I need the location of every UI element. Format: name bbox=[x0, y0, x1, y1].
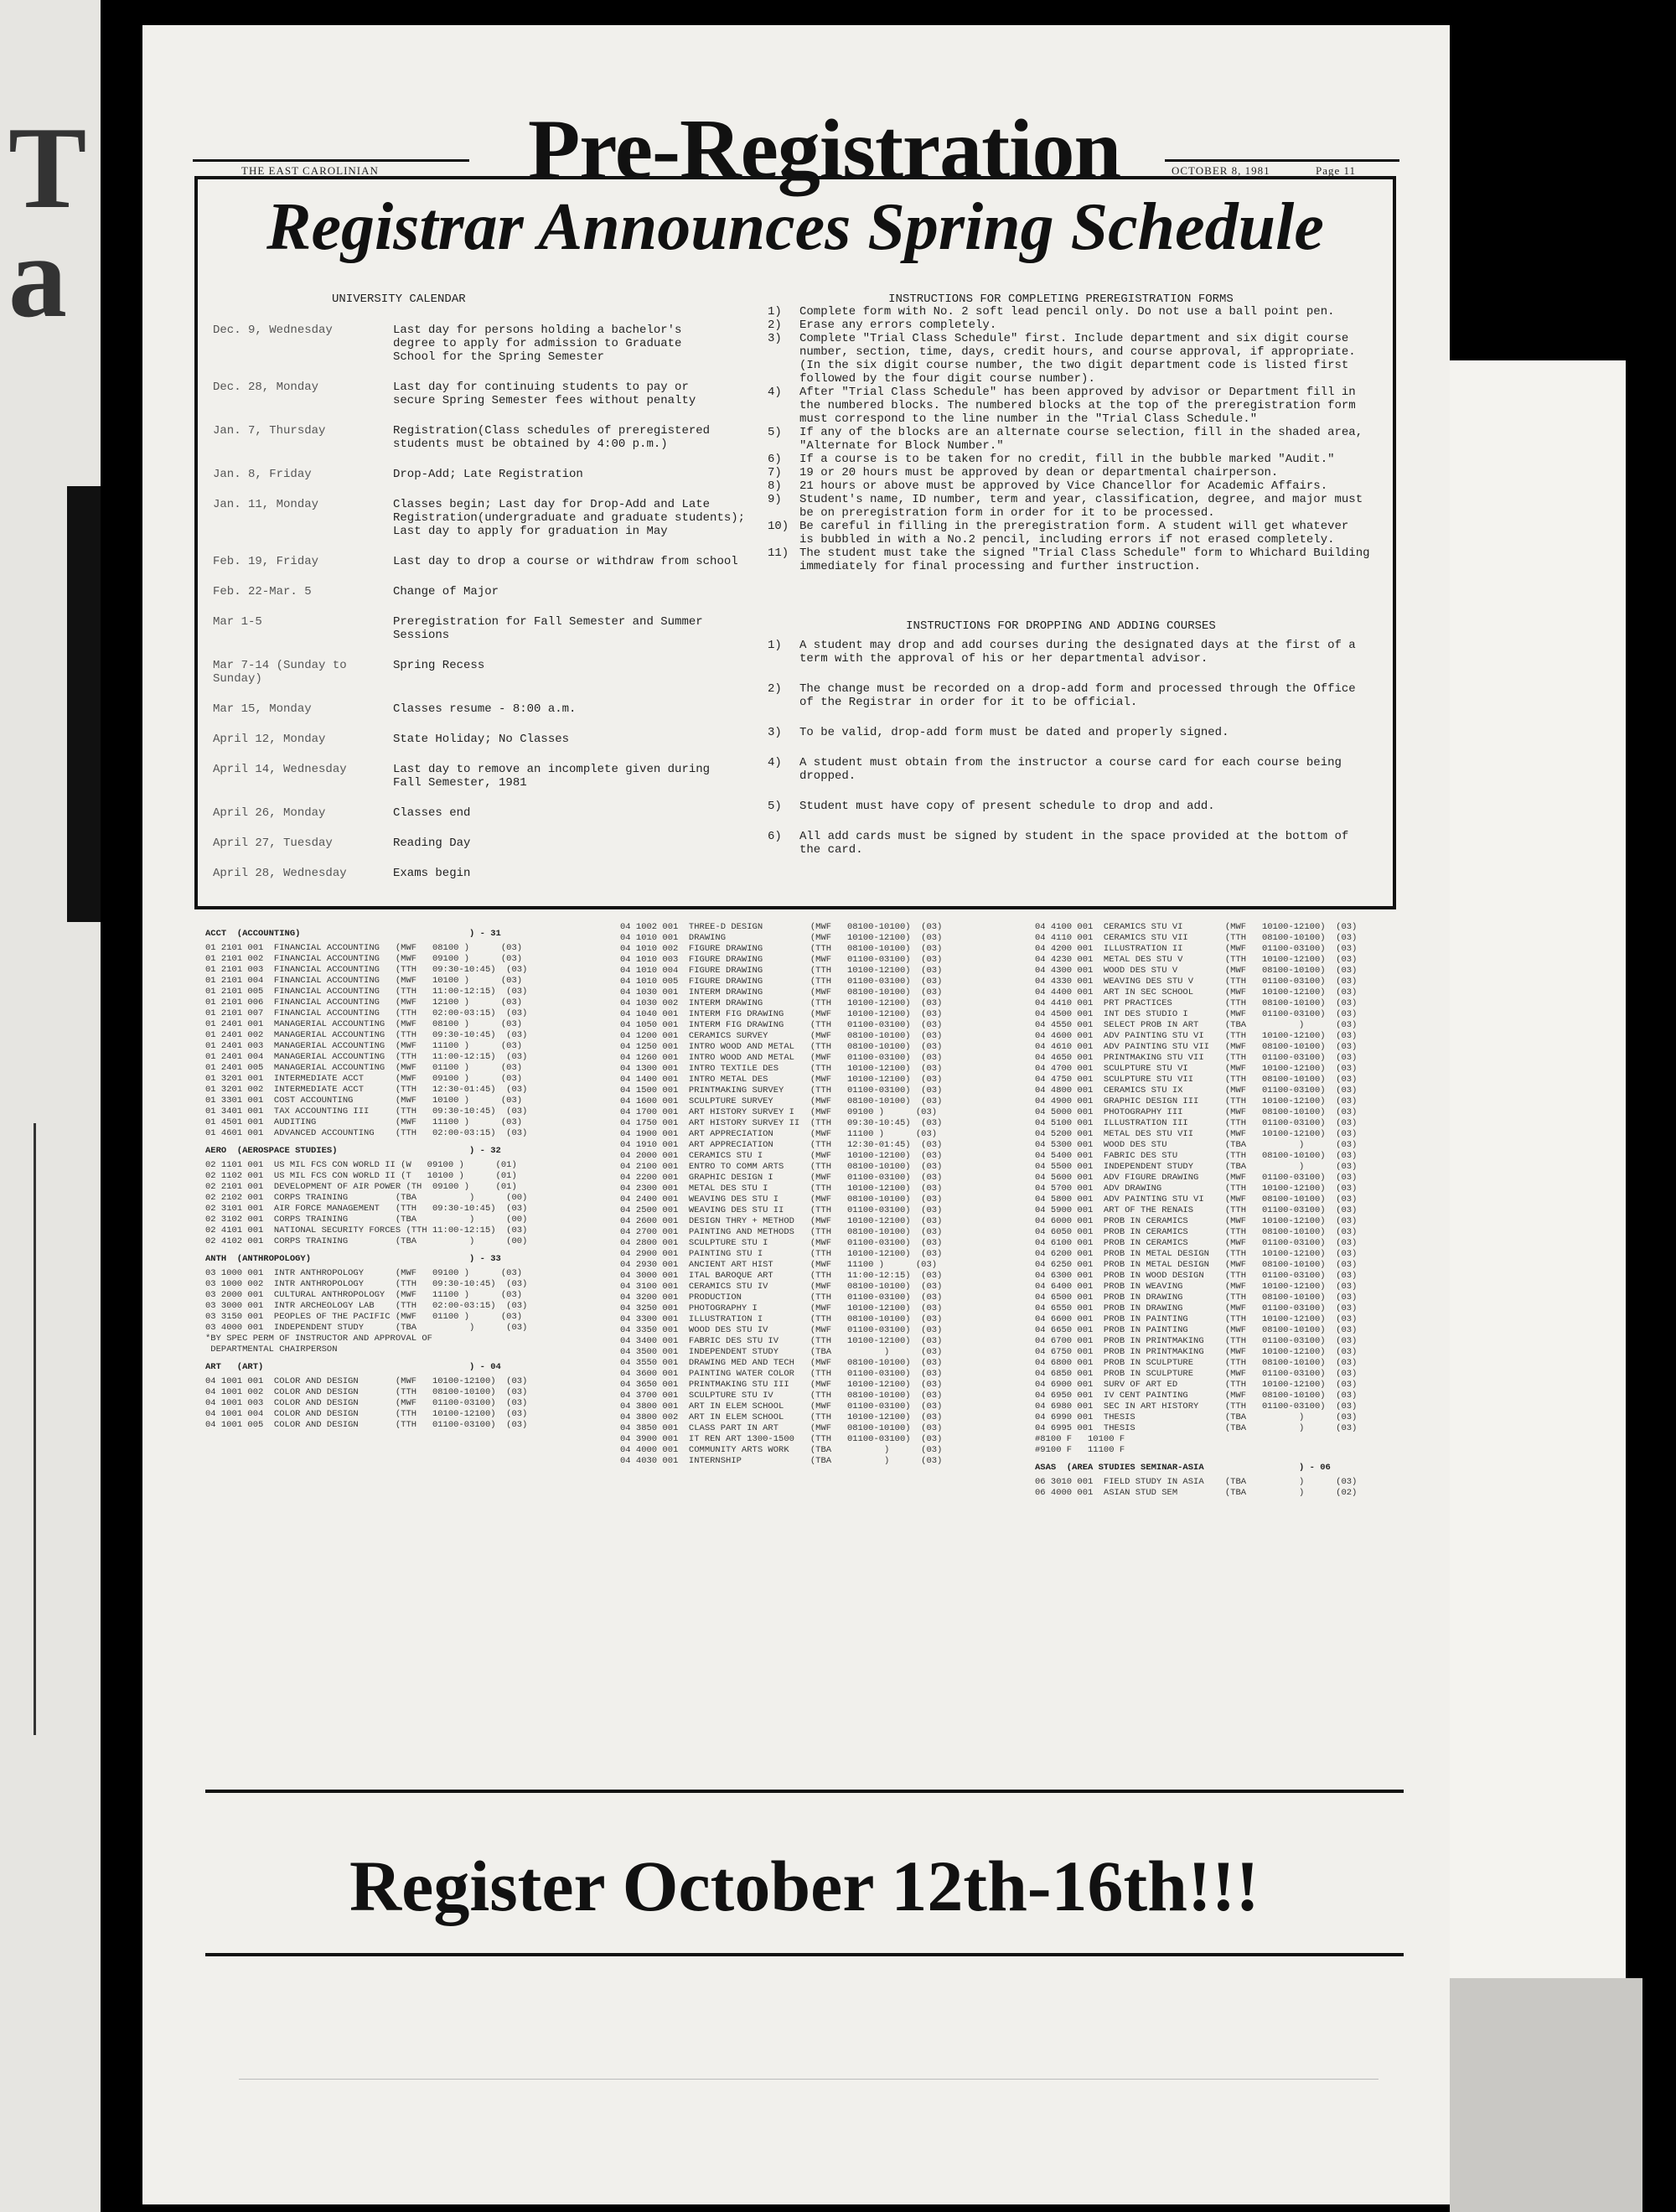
instruction-item bbox=[768, 319, 1388, 332]
calendar-date: April 12, Monday bbox=[213, 733, 326, 746]
right-edge-shadow bbox=[1450, 1978, 1642, 2212]
instruction-number: 10) bbox=[768, 520, 789, 533]
instruction-item bbox=[768, 479, 1388, 493]
instruction-number: 1) bbox=[768, 305, 782, 319]
calendar-row bbox=[213, 659, 791, 686]
calendar-event: Registration(Class schedules of preregistered students must be obtained by 4:00 p.m.) bbox=[393, 424, 711, 451]
instruction-item bbox=[768, 830, 1388, 857]
instruction-text: If a course is to be taken for no credit, fill in the bubble marked "Audit." bbox=[799, 453, 1335, 466]
instruction-item bbox=[768, 726, 1388, 739]
university-calendar bbox=[213, 324, 791, 897]
instruction-text: Student's name, ID number, term and year, classification, degree, and major must be on preregistration form in order for it to be processed. bbox=[799, 493, 1363, 520]
instruction-text: 19 or 20 hours must be approved by dean or departmental chairperson. bbox=[799, 466, 1279, 479]
instruction-item bbox=[768, 466, 1388, 479]
drop-add-heading: INSTRUCTIONS FOR DROPPING AND ADDING COURSES bbox=[906, 619, 1216, 633]
calendar-event: Classes resume - 8:00 a.m. bbox=[393, 702, 577, 716]
calendar-event: Last day to remove an incomplete given during Fall Semester, 1981 bbox=[393, 763, 711, 790]
calendar-event: Reading Day bbox=[393, 837, 471, 850]
calendar-date: April 26, Monday bbox=[213, 806, 326, 820]
calendar-event: Exams begin bbox=[393, 867, 471, 880]
instruction-number: 6) bbox=[768, 453, 782, 466]
instruction-text: The change must be recorded on a drop-add form and processed through the Office of the Registrar in order for it to be official. bbox=[799, 682, 1356, 709]
instruction-item bbox=[768, 682, 1388, 709]
issue-date: OCTOBER 8, 1981 bbox=[1172, 164, 1270, 177]
instruction-text: After "Trial Class Schedule" has been approved by advisor or Department fill in the numbered blocks. The numbered blocks at the top of the preregistration form must correspond to the line number in the "Trial Class Schedule." bbox=[799, 386, 1356, 426]
instruction-item bbox=[768, 305, 1388, 319]
adjacent-page-fragment-right bbox=[1450, 360, 1626, 2045]
calendar-date: April 28, Wednesday bbox=[213, 867, 347, 880]
calendar-event: Change of Major bbox=[393, 585, 499, 598]
calendar-row bbox=[213, 837, 791, 850]
page-number: Page 11 bbox=[1316, 164, 1357, 177]
department-heading: ACCT (ACCOUNTING) ) - 31 bbox=[205, 929, 501, 939]
instruction-number: 4) bbox=[768, 756, 782, 769]
divider-rule-bottom bbox=[205, 1953, 1404, 1956]
calendar-date: Mar 7-14 (Sunday to Sunday) bbox=[213, 659, 347, 686]
instruction-number: 8) bbox=[768, 479, 782, 493]
instruction-number: 5) bbox=[768, 426, 782, 439]
course-lines: 04 4100 001 CERAMICS STU VI (MWF 10100-12100) (03) 04 4110 001 CERAMICS STU VII (TTH 08100-10100) (03) 04 4200 001 ILLUSTRATION II (MWF 01100-03100) (03) 04 4230 001 METAL DES STU V (TTH 10100-12100) (03) 04 4300 001 WOOD DES STU V (MWF 08100-10100) (03) 04 4330 001 WEAVING DES STU V (TTH 01100-03100) (03) 04 4400 001 ART IN SEC SCHOOL (MWF 10100-12100) (03) 04 4410 001 PRT PRACTICES (TTH 08100-10100) (03) 04 4500 001 INT DES STUDIO I (MWF 01100-03100) (03) 04 4550 001 SELECT PROB IN ART (TBA ) (03) 04 4600 001 ADV PAINTING STU VI (TTH 10100-12100) (03) 04 4610 001 ADV PAINTING STU VII (MWF 08100-10100) (03) 04 4650 001 PRINTMAKING STU VII (TTH 01100-03100) (03) 04 4700 001 SCULPTURE STU VI (MWF 10100-12100) (03) 04 4750 001 SCULPTURE STU VII (TTH 08100-10100) (03) 04 4800 001 CERAMICS STU IX (MWF 01100-03100) (03) 04 4900 001 GRAPHIC DESIGN III (TTH 10100-12100) (03) 04 5000 001 PHOTOGRAPHY III (MWF 08100-10100) (03) 04 5100 001 ILLUSTRATION III (TTH 01100-03100) (03) 04 5200 001 METAL DES STU VII (MWF 10100-12100) (03) 04 5300 001 WOOD DES STU (TBA ) (03) 04 5400 001 FABRIC DES STU (TTH 08100-10100) (03) 04 5500 001 INDEPENDENT STUDY (TBA ) (03) 04 5600 001 ADV FIGURE DRAWING (MWF 01100-03100) (03) 04 5700 001 ADV DRAWING (TTH 10100-12100) (03) 04 5800 001 ADV PAINTING STU VI (MWF 08100-10100) (03) 04 5900 001 ART OF THE RENAIS (TTH 01100-03100) (03) 04 6000 001 PROB IN CERAMICS (MWF 10100-12100) (03) 04 6050 001 PROB IN CERAMICS (TTH 08100-10100) (03) 04 6100 001 PROB IN CERAMICS (MWF 01100-03100) (03) 04 6200 001 PROB IN METAL DESIGN (TTH 10100-12100) (03) 04 6250 001 PROB IN METAL DESIGN (MWF 08100-10100) (03) 04 6300 001 PROB IN WOOD DESIGN (TTH 01100-03100) (03) 04 6400 001 PROB IN WEAVING (MWF 10100-12100) (03) 04 6500 001 PROB IN DRAWING (TTH 08100-10100) (03) 04 6550 001 PROB IN DRAWING (MWF 01100-03100) (03) 04 6600 001 PROB IN PAINTING (TTH 10100-12100) (03) 04 6650 001 PROB IN PAINTING (MWF 08100-10100) (03) 04 6700 001 PROB IN PRINTMAKING (TTH 01100-03100) (03) 04 6750 001 PROB IN PRINTMAKING (MWF 10100-12100) (03) 04 6800 001 PROB IN SCULPTURE (TTH 08100-10100) (03) 04 6850 001 PROB IN SCULPTURE (MWF 01100-03100) (03) 04 6900 001 SURV OF ART ED (TTH 10100-12100) (03) 04 6950 001 IV CENT PAINTING (MWF 08100-10100) (03) 04 6980 001 SEC IN ART HISTORY (TTH 01100-03100) (03) 04 6990 001 THESIS (TBA ) (03) 04 6995 001 THESIS (TBA ) (03) #8100 F 10100 F #9100 F 11100 F bbox=[1035, 922, 1358, 1455]
instruction-item bbox=[768, 426, 1388, 453]
calendar-row bbox=[213, 381, 791, 407]
instruction-item bbox=[768, 493, 1388, 520]
calendar-row bbox=[213, 806, 791, 820]
instruction-text: Erase any errors completely. bbox=[799, 319, 997, 332]
calendar-row bbox=[213, 555, 791, 568]
calendar-row bbox=[213, 585, 791, 598]
instruction-text: Be careful in filling in the preregistration form. A student will get whatever is bubbled in with a No.2 pencil, including errors if not erased completely. bbox=[799, 520, 1349, 547]
instruction-text: Student must have copy of present schedule to drop and add. bbox=[799, 800, 1215, 813]
course-column-2 bbox=[620, 922, 942, 1467]
instruction-text: To be valid, drop-add form must be dated and properly signed. bbox=[799, 726, 1229, 739]
newspaper-page bbox=[142, 25, 1450, 2204]
calendar-date: April 14, Wednesday bbox=[213, 763, 347, 776]
calendar-row bbox=[213, 615, 791, 642]
calendar-date: Dec. 28, Monday bbox=[213, 381, 319, 394]
calendar-date: Jan. 8, Friday bbox=[213, 468, 312, 481]
course-lines: 03 1000 001 INTR ANTHROPOLOGY (MWF 09100 ) (03) 03 1000 002 INTR ANTHROPOLOGY (TTH 09:30-10:45) (03) 03 2000 001 CULTURAL ANTHROPOLOGY (MWF 11100 ) (03) 03 3000 001 INTR ARCHEOLOGY LAB (TTH 02:00-03:15) (03) 03 3150 001 PEOPLES OF THE PACIFIC (MWF 01100 ) (03) 03 4000 001 INDEPENDENT STUDY (TBA ) (03) *BY SPEC PERM OF INSTRUCTOR AND APPROVAL OF DEPARTMENTAL CHAIRPERSON bbox=[205, 1268, 528, 1355]
instruction-item bbox=[768, 332, 1388, 386]
calendar-row bbox=[213, 468, 791, 481]
calendar-row bbox=[213, 424, 791, 451]
calendar-row bbox=[213, 498, 791, 538]
instruction-item bbox=[768, 800, 1388, 813]
department-heading: ANTH (ANTHROPOLOGY) ) - 33 bbox=[205, 1254, 501, 1264]
course-column-3 bbox=[1035, 922, 1357, 1499]
calendar-row bbox=[213, 763, 791, 790]
instruction-text: A student may drop and add courses during the designated days at the first of a term with the approval of his or her departmental advisor. bbox=[799, 639, 1356, 666]
instruction-number: 4) bbox=[768, 386, 782, 399]
course-lines: 04 1001 001 COLOR AND DESIGN (MWF 10100-12100) (03) 04 1001 002 COLOR AND DESIGN (TTH 08100-10100) (03) 04 1001 003 COLOR AND DESIGN (MWF 01100-03100) (03) 04 1001 004 COLOR AND DESIGN (TTH 10100-12100) (03) 04 1001 005 COLOR AND DESIGN (TTH 01100-03100) (03) bbox=[205, 1376, 528, 1430]
calendar-date: Jan. 11, Monday bbox=[213, 498, 319, 511]
border-box bbox=[34, 1123, 101, 1735]
instruction-number: 5) bbox=[768, 800, 782, 813]
calendar-date: Feb. 22-Mar. 5 bbox=[213, 585, 312, 598]
instruction-number: 2) bbox=[768, 319, 782, 332]
instruction-item bbox=[768, 756, 1388, 783]
calendar-date: Feb. 19, Friday bbox=[213, 555, 319, 568]
bottom-area bbox=[205, 1978, 1404, 2163]
preregistration-instructions bbox=[768, 305, 1388, 573]
instruction-text: All add cards must be signed by student in the space provided at the bottom of the card. bbox=[799, 830, 1349, 857]
department-heading: ASAS (AREA STUDIES SEMINAR-ASIA ) - 06 bbox=[1035, 1463, 1331, 1473]
course-lines: 06 3010 001 FIELD STUDY IN ASIA (TBA ) (03) 06 4000 001 ASIAN STUD SEM (TBA ) (02) bbox=[1035, 1477, 1358, 1498]
calendar-event: Preregistration for Fall Semester and Summer Sessions bbox=[393, 615, 703, 642]
masthead-rule-left bbox=[193, 159, 469, 162]
calendar-event: Spring Recess bbox=[393, 659, 485, 672]
instruction-text: The student must take the signed "Trial Class Schedule" form to Whichard Building immediately for final processing and further instruction. bbox=[799, 547, 1370, 573]
headline: Registrar Announces Spring Schedule bbox=[266, 190, 1324, 264]
calendar-row bbox=[213, 733, 791, 746]
instruction-item bbox=[768, 386, 1388, 426]
masthead-rule-right bbox=[1165, 159, 1399, 162]
department-heading: AERO (AEROSPACE STUDIES) ) - 32 bbox=[205, 1146, 501, 1156]
calendar-event: State Holiday; No Classes bbox=[393, 733, 570, 746]
dark-column bbox=[67, 486, 101, 922]
divider-rule-top bbox=[205, 1790, 1404, 1793]
instruction-item bbox=[768, 520, 1388, 547]
calendar-row bbox=[213, 702, 791, 716]
instruction-number: 9) bbox=[768, 493, 782, 506]
instruction-item bbox=[768, 547, 1388, 573]
instructions-heading: INSTRUCTIONS FOR COMPLETING PREREGISTRATION FORMS bbox=[888, 293, 1234, 306]
department-heading: ART (ART) ) - 04 bbox=[205, 1362, 501, 1372]
instruction-text: If any of the blocks are an alternate course selection, fill in the shaded area, "Alternate for Block Number." bbox=[799, 426, 1363, 453]
course-listing bbox=[205, 922, 1404, 1785]
calendar-event: Last day for continuing students to pay or secure Spring Semester fees without penalty bbox=[393, 381, 696, 407]
page-title: Pre-Registration bbox=[528, 102, 1121, 197]
calendar-event: Classes begin; Last day for Drop-Add and Late Registration(undergraduate and graduate students); Last day to apply for graduation in May bbox=[393, 498, 746, 538]
instruction-number: 3) bbox=[768, 332, 782, 345]
instruction-text: Complete "Trial Class Schedule" first. Include department and six digit course number, section, time, days, credit hours, and course approval, if appropriate. (In the six digit course number, the two digit department code is listed first followed by the four digit course number). bbox=[799, 332, 1356, 386]
drop-add-instructions bbox=[768, 639, 1388, 873]
course-lines: 02 1101 001 US MIL FCS CON WORLD II (W 09100 ) (01) 02 1102 001 US MIL FCS CON WORLD II (T 10100 ) (01) 02 2101 001 DEVELOPMENT OF AIR POWER (TH 09100 ) (01) 02 2102 001 CORPS TRAINING (TBA ) (00) 02 3101 001 AIR FORCE MANAGEMENT (TTH 09:30-10:45) (03) 02 3102 001 CORPS TRAINING (TBA ) (00) 02 4101 001 NATIONAL SECURITY FORCES (TTH 11:00-12:15) (03) 02 4102 001 CORPS TRAINING (TBA ) (00) bbox=[205, 1160, 528, 1246]
instruction-number: 6) bbox=[768, 830, 782, 843]
instruction-item bbox=[768, 639, 1388, 666]
calendar-date: April 27, Tuesday bbox=[213, 837, 333, 850]
calendar-event: Last day for persons holding a bachelor's degree to apply for admission to Graduate School for the Spring Semester bbox=[393, 324, 682, 364]
paper-name: THE EAST CAROLINIAN bbox=[241, 164, 379, 177]
calendar-date: Mar 1-5 bbox=[213, 615, 262, 629]
announcement-box bbox=[194, 176, 1396, 909]
instruction-number: 2) bbox=[768, 682, 782, 696]
instruction-text: A student must obtain from the instructor a course card for each course being dropped. bbox=[799, 756, 1342, 783]
adjacent-page-fragment: T a bbox=[0, 0, 101, 2212]
instruction-text: 21 hours or above must be approved by Vice Chancellor for Academic Affairs. bbox=[799, 479, 1328, 493]
instruction-number: 7) bbox=[768, 466, 782, 479]
calendar-event: Classes end bbox=[393, 806, 471, 820]
calendar-heading: UNIVERSITY CALENDAR bbox=[332, 293, 466, 306]
calendar-date: Jan. 7, Thursday bbox=[213, 424, 326, 438]
instruction-text: Complete form with No. 2 soft lead pencil only. Do not use a ball point pen. bbox=[799, 305, 1335, 319]
masthead bbox=[193, 59, 1399, 197]
instruction-number: 11) bbox=[768, 547, 789, 560]
calendar-event: Drop-Add; Late Registration bbox=[393, 468, 583, 481]
calendar-event: Last day to drop a course or withdraw from school bbox=[393, 555, 738, 568]
instruction-number: 1) bbox=[768, 639, 782, 652]
course-column-1 bbox=[205, 922, 527, 1431]
calendar-date: Mar 15, Monday bbox=[213, 702, 312, 716]
instruction-item bbox=[768, 453, 1388, 466]
calendar-row bbox=[213, 324, 791, 364]
register-banner: Register October 12th-16th!!! bbox=[349, 1846, 1260, 1926]
calendar-date: Dec. 9, Wednesday bbox=[213, 324, 333, 337]
course-lines: 01 2101 001 FINANCIAL ACCOUNTING (MWF 08100 ) (03) 01 2101 002 FINANCIAL ACCOUNTING (MWF 09100 ) (03) 01 2101 003 FINANCIAL ACCOUNTING (TTH 09:30-10:45) (03) 01 2101 004 FINANCIAL ACCOUNTING (MWF 10100 ) (03) 01 2101 005 FINANCIAL ACCOUNTING (TTH 11:00-12:15) (03) 01 2101 006 FINANCIAL ACCOUNTING (MWF 12100 ) (03) 01 2101 007 FINANCIAL ACCOUNTING (TTH 02:00-03:15) (03) 01 2401 001 MANAGERIAL ACCOUNTING (MWF 08100 ) (03) 01 2401 002 MANAGERIAL ACCOUNTING (TTH 09:30-10:45) (03) 01 2401 003 MANAGERIAL ACCOUNTING (MWF 11100 ) (03) 01 2401 004 MANAGERIAL ACCOUNTING (TTH 11:00-12:15) (03) 01 2401 005 MANAGERIAL ACCOUNTING (MWF 01100 ) (03) 01 3201 001 INTERMEDIATE ACCT (MWF 09100 ) (03) 01 3201 002 INTERMEDIATE ACCT (TTH 12:30-01:45) (03) 01 3301 001 COST ACCOUNTING (MWF 10100 ) (03) 01 3401 001 TAX ACCOUNTING III (TTH 09:30-10:45) (03) 01 4501 001 AUDITING (MWF 11100 ) (03) 01 4601 001 ADVANCED ACCOUNTING (TTH 02:00-03:15) (03) bbox=[205, 943, 528, 1138]
faint-markings bbox=[239, 2028, 1379, 2080]
calendar-row bbox=[213, 867, 791, 880]
instruction-number: 3) bbox=[768, 726, 782, 739]
course-lines: 04 1002 001 THREE-D DESIGN (MWF 08100-10100) (03) 04 1010 001 DRAWING (MWF 10100-12100) (03) 04 1010 002 FIGURE DRAWING (TTH 08100-10100) (03) 04 1010 003 FIGURE DRAWING (MWF 01100-03100) (03) 04 1010 004 FIGURE DRAWING (TTH 10100-12100) (03) 04 1010 005 FIGURE DRAWING (TTH 01100-03100) (03) 04 1030 001 INTERM DRAWING (MWF 08100-10100) (03) 04 1030 002 INTERM DRAWING (TTH 10100-12100) (03) 04 1040 001 INTERM FIG DRAWING (MWF 10100-12100) (03) 04 1050 001 INTERM FIG DRAWING (TTH 01100-03100) (03) 04 1200 001 CERAMICS SURVEY (MWF 08100-10100) (03) 04 1250 001 INTRO WOOD AND METAL (TTH 08100-10100) (03) 04 1260 001 INTRO WOOD AND METAL (MWF 01100-03100) (03) 04 1300 001 INTRO TEXTILE DES (TTH 10100-12100) (03) 04 1400 001 INTRO METAL DES (MWF 10100-12100) (03) 04 1500 001 PRINTMAKING SURVEY (TTH 01100-03100) (03) 04 1600 001 SCULPTURE SURVEY (MWF 08100-10100) (03) 04 1700 001 ART HISTORY SURVEY I (MWF 09100 ) (03) 04 1750 001 ART HISTORY SURVEY II (TTH 09:30-10:45) (03) 04 1900 001 ART APPRECIATION (MWF 11100 ) (03) 04 1910 001 ART APPRECIATION (TTH 12:30-01:45) (03) 04 2000 001 CERAMICS STU I (MWF 10100-12100) (03) 04 2100 001 ENTRO TO COMM ARTS (TTH 08100-10100) (03) 04 2200 001 GRAPHIC DESIGN I (MWF 01100-03100) (03) 04 2300 001 METAL DES STU I (TTH 10100-12100) (03) 04 2400 001 WEAVING DES STU I (MWF 08100-10100) (03) 04 2500 001 WEAVING DES STU II (TTH 01100-03100) (03) 04 2600 001 DESIGN THRY + METHOD (MWF 10100-12100) (03) 04 2700 001 PAINTING AND METHODS (TTH 08100-10100) (03) 04 2800 001 SCULPTURE STU I (MWF 01100-03100) (03) 04 2900 001 PAINTING STU I (TTH 10100-12100) (03) 04 2930 001 ANCIENT ART HIST (MWF 11100 ) (03) 04 3000 001 ITAL BAROQUE ART (TTH 11:00-12:15) (03) 04 3100 001 CERAMICS STU IV (MWF 08100-10100) (03) 04 3200 001 PRODUCTION (TTH 01100-03100) (03) 04 3250 001 PHOTOGRAPHY I (MWF 10100-12100) (03) 04 3300 001 ILLUSTRATION I (TTH 08100-10100) (03) 04 3350 001 WOOD DES STU IV (MWF 01100-03100) (03) 04 3400 001 FABRIC DES STU IV (TTH 10100-12100) (03) 04 3500 001 INDEPENDENT STUDY (TBA ) (03) 04 3550 001 DRAWING MED AND TECH (MWF 08100-10100) (03) 04 3600 001 PAINTING WATER COLOR (TTH 01100-03100) (03) 04 3650 001 PRINTMAKING STU III (MWF 10100-12100) (03) 04 3700 001 SCULPTURE STU IV (TTH 08100-10100) (03) 04 3800 001 ART IN ELEM SCHOOL (MWF 01100-03100) (03) 04 3800 002 ART IN ELEM SCHOOL (TTH 10100-12100) (03) 04 3850 001 CLASS PART IN ART (MWF 08100-10100) (03) 04 3900 001 IT REN ART 1300-1500 (TTH 01100-03100) (03) 04 4000 001 COMMUNITY ARTS WORK (TBA ) (03) 04 4030 001 INTERNSHIP (TBA ) (03) bbox=[620, 922, 943, 1466]
